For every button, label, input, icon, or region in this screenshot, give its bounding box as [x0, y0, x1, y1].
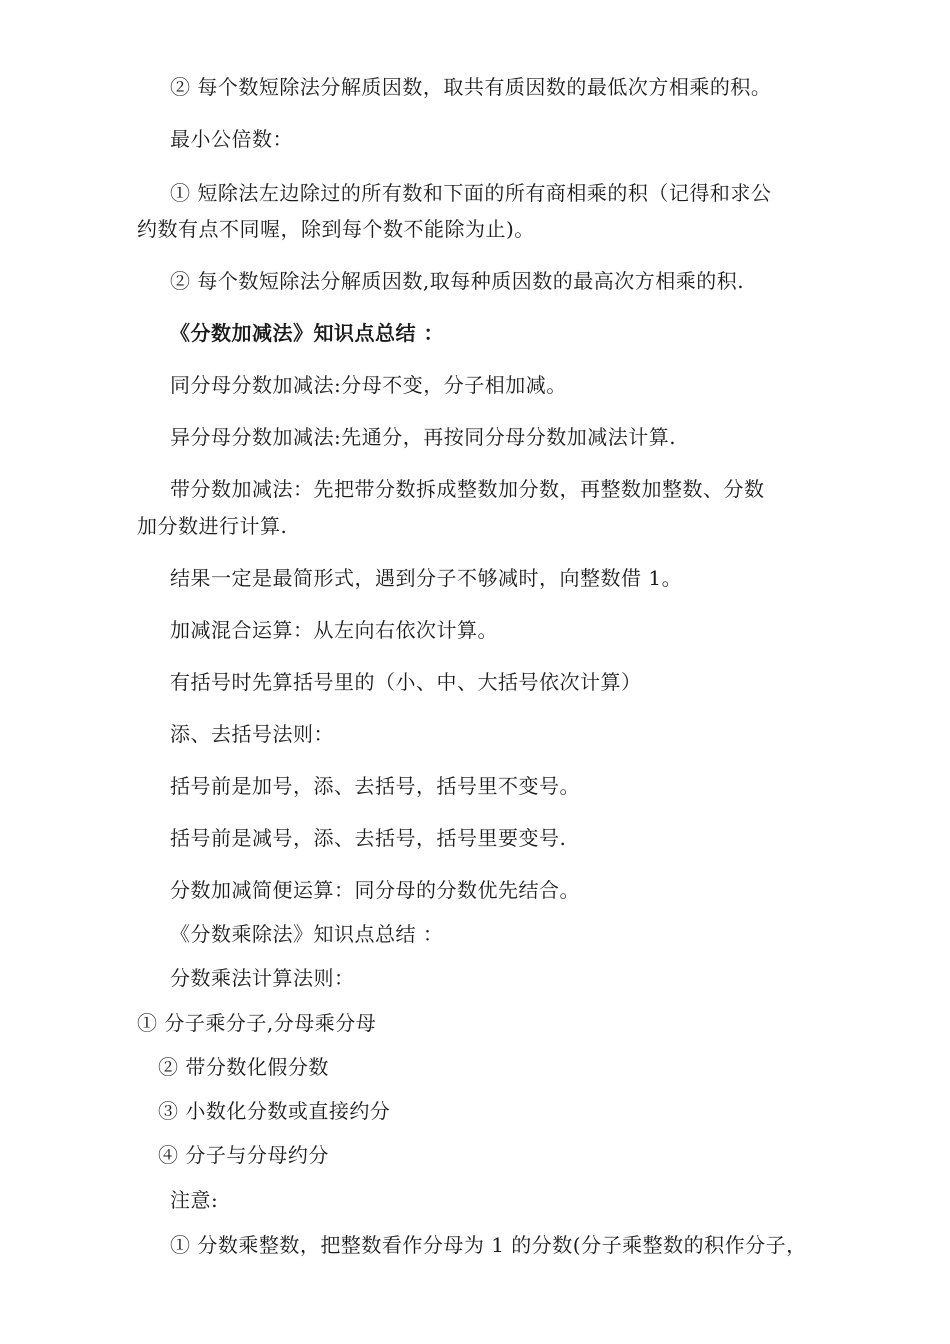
- section-heading: 《分数加减法》知识点总结 ：: [170, 321, 444, 345]
- text-line: ② 每个数短除法分解质因数，取共有质因数的最低次方相乘的积。: [170, 75, 772, 99]
- text-line: ① 分子乘分子,分母乘分母: [137, 1011, 377, 1035]
- text-line: 约数有点不同喔，除到每个数不能除为止)。: [137, 217, 535, 241]
- text-line: 加分数进行计算.: [137, 514, 288, 538]
- text-line: ② 每个数短除法分解质因数,取每种质因数的最高次方相乘的积.: [170, 269, 745, 293]
- text-line: 注意:: [170, 1188, 219, 1212]
- text-line: 分数乘法计算法则：: [170, 966, 355, 990]
- text-line: 结果一定是最简形式，遇到分子不够减时，向整数借 1。: [170, 566, 683, 590]
- text-line: 括号前是加号，添、去括号，括号里不变号。: [170, 774, 580, 798]
- text-line: ③ 小数化分数或直接约分: [158, 1099, 391, 1123]
- text-line: 分数加减简便运算：同分母的分数优先结合。: [170, 878, 580, 902]
- text-line: 添、去括号法则：: [170, 722, 334, 746]
- section-heading: 《分数乘除法》知识点总结 ：: [170, 922, 444, 946]
- text-line: ② 带分数化假分数: [158, 1055, 329, 1079]
- text-line: ① 分数乘整数，把整数看作分母为 1 的分数(分子乘整数的积作分子，: [170, 1233, 807, 1257]
- text-line: 加减混合运算：从左向右依次计算。: [170, 618, 498, 642]
- text-line: ④ 分子与分母约分: [158, 1143, 329, 1167]
- text-line: ① 短除法左边除过的所有数和下面的所有商相乘的积（记得和求公: [170, 181, 772, 205]
- text-line: 括号前是减号，添、去括号，括号里要变号.: [170, 826, 567, 850]
- text-line: 有括号时先算括号里的（小、中、大括号依次计算）: [170, 670, 642, 694]
- text-line: 最小公倍数：: [170, 127, 293, 151]
- text-line: 同分母分数加减法:分母不变，分子相加减。: [170, 373, 567, 397]
- text-line: 异分母分数加减法:先通分，再按同分母分数加减法计算.: [170, 425, 677, 449]
- text-line: 带分数加减法：先把带分数拆成整数加分数，再整数加整数、分数: [170, 477, 765, 501]
